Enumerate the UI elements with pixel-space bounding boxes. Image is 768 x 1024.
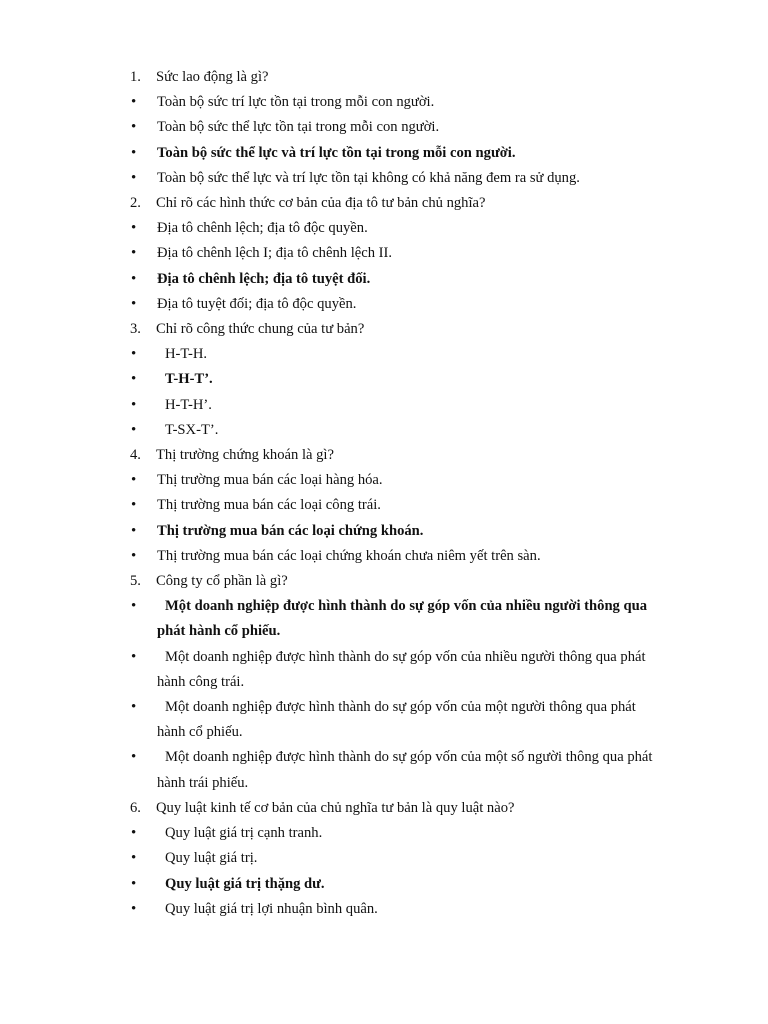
option-text: Địa tô chênh lệch; địa tô tuyệt đối. [157,270,371,287]
option-text-line-1: Một doanh nghiệp được hình thành do sự góp vốn của nhiều người thông qua phát [165,648,646,665]
question-text: Chỉ rõ các hình thức cơ bản của địa tô tư bản chủ nghĩa? [156,195,486,212]
answer-option [130,418,690,443]
bullet-icon: • [131,220,137,237]
answer-option [130,493,690,518]
question-2 [130,191,690,216]
bullet-icon: • [131,648,137,665]
question-number: 6. [130,799,141,816]
answer-option [130,292,690,317]
bullet-icon: • [131,119,137,136]
question-text: Sức lao động là gì? [156,69,269,85]
option-text: Toàn bộ sức thể lực và trí lực tồn tại trong mỗi con người. [157,144,516,161]
question-number: 4. [130,447,141,464]
option-text-line-1: Một doanh nghiệp được hình thành do sự góp vốn của nhiều người thông qua [165,598,648,615]
option-text: Toàn bộ sức thể lực tồn tại trong mỗi con người. [157,119,440,136]
bullet-icon: • [131,295,137,312]
bullet-icon: • [131,346,137,363]
question-text: Quy luật kinh tế cơ bản của chủ nghĩa tư bản là quy luật nào? [156,799,515,816]
option-text-line-2: hành công trái. [157,673,245,690]
answer-option [130,393,690,418]
option-text: H-T-H. [165,346,208,363]
option-text-line-2: phát hành cổ phiếu. [157,623,281,640]
option-text: Quy luật giá trị cạnh tranh. [165,825,323,842]
option-text: T-H-T’. [165,371,213,388]
option-text-line-2: hành cổ phiếu. [157,724,243,741]
bullet-icon: • [131,396,137,413]
bullet-icon: • [131,497,137,514]
bullet-icon: • [131,270,137,287]
option-text-line-1: Một doanh nghiệp được hình thành do sự góp vốn của một người thông qua phát [165,699,636,716]
bullet-icon: • [131,825,137,842]
bullet-icon: • [131,749,137,766]
bullet-icon: • [131,522,137,539]
question-number: 2. [130,195,141,212]
option-text: Địa tô chênh lệch; địa tô độc quyền. [157,220,368,237]
answer-option-correct [130,872,690,897]
bullet-icon: • [131,169,137,186]
answer-option [130,115,690,140]
option-text [157,745,690,795]
bullet-icon: • [131,421,137,438]
question-6 [130,796,690,821]
answer-option [130,342,690,367]
option-text: Toàn bộ sức trí lực tồn tại trong mỗi con người. [157,94,435,111]
option-text: Quy luật giá trị lợi nhuận bình quân. [165,900,378,917]
answer-option [130,90,690,115]
question-text: Công ty cổ phần là gì? [156,573,288,590]
answer-option [130,846,690,871]
bullet-icon: • [131,371,137,388]
option-text: T-SX-T’. [165,421,219,438]
answer-option-correct [130,267,690,292]
question-number: 3. [130,321,141,338]
option-text [157,695,690,745]
option-text: Thị trường mua bán các loại chứng khoán. [157,522,424,539]
answer-option-correct [130,141,690,166]
option-text: Địa tô chênh lệch I; địa tô chênh lệch II. [157,245,393,262]
question-4 [130,443,690,468]
option-text [157,594,690,644]
option-text: Quy luật giá trị. [165,850,258,867]
answer-option-correct [130,594,690,644]
bullet-icon: • [131,144,137,161]
question-number: 1. [130,69,141,85]
question-text: Thị trường chứng khoán là gì? [156,447,334,464]
bullet-icon: • [131,850,137,867]
option-text: Thị trường mua bán các loại hàng hóa. [157,472,383,489]
bullet-icon: • [131,94,137,111]
answer-option [130,241,690,266]
answer-option [130,745,690,795]
option-text: Thị trường mua bán các loại công trái. [157,497,381,514]
answer-option [130,695,690,745]
question-text: Chỉ rõ công thức chung của tư bản? [156,321,365,338]
answer-option [130,897,690,922]
question-3 [130,317,690,342]
answer-option-correct [130,519,690,544]
question-number: 5. [130,573,141,590]
bullet-icon: • [131,900,137,917]
question-1 [130,65,690,90]
option-text-line-2: hành trái phiếu. [157,774,249,791]
quiz-list [130,65,690,922]
answer-option [130,166,690,191]
answer-option [130,544,690,569]
option-text [157,645,690,695]
answer-option [130,821,690,846]
bullet-icon: • [131,598,137,615]
bullet-icon: • [131,699,137,716]
option-text: Toàn bộ sức thể lực và trí lực tồn tại không có khả năng đem ra sử dụng. [157,169,580,186]
bullet-icon: • [131,547,137,564]
answer-option-correct [130,367,690,392]
bullet-icon: • [131,472,137,489]
answer-option [130,645,690,695]
option-text: H-T-H’. [165,396,212,413]
option-text: Địa tô tuyệt đối; địa tô độc quyền. [157,295,357,312]
question-5 [130,569,690,594]
option-text: Quy luật giá trị thặng dư. [165,875,325,892]
bullet-icon: • [131,875,137,892]
bullet-icon: • [131,245,137,262]
answer-option [130,216,690,241]
option-text-line-1: Một doanh nghiệp được hình thành do sự góp vốn của một số người thông qua phát [165,749,653,766]
option-text: Thị trường mua bán các loại chứng khoán chưa niêm yết trên sàn. [157,547,541,564]
answer-option [130,468,690,493]
